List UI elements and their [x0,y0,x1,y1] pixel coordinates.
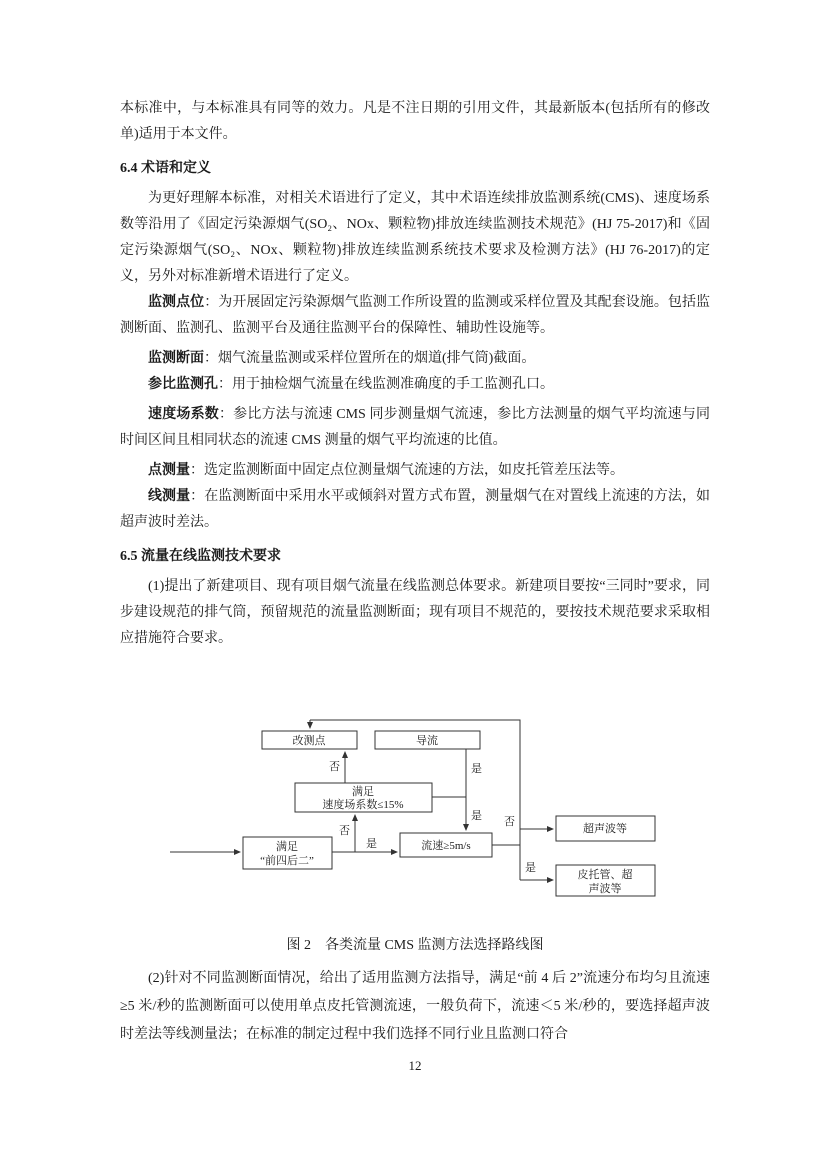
term-text: ：选定监测断面中固定点位测量烟气流速的方法，如皮托管差压法等。 [190,463,624,478]
term-text: ：用于抽检烟气流量在线监测准确度的手工监测孔口。 [218,377,554,392]
term-text: ：参比方法与流速 CMS 同步测量烟气流速，参比方法测量的烟气平均流速与同时间区间且相同状态的流速 CMS 测量的烟气平均流速的比值。 [120,407,710,448]
page-number: 12 [408,1058,422,1073]
label-yes-main: 是 [366,838,377,850]
label-no-to-change-point: 否 [329,761,340,773]
heading-6-4: 6.4 术语和定义 [120,161,211,176]
flowchart-box-pitot-line1: 皮托管、超 [577,869,633,881]
label-yes-diversion: 是 [471,763,482,775]
term-paragraph-point-measurement [120,458,710,484]
flowchart-box-diversion [375,731,480,749]
term-lead: 监测断面 [148,351,204,366]
label-yes-to-pitot: 是 [525,862,536,874]
term-paragraph-reference-port [120,372,710,398]
flowchart-box-front4-line1: 满足 [276,841,298,853]
term-lead: 参比监测孔 [148,377,218,392]
flowchart-box-ultrasonic-label: 超声波等 [583,823,627,835]
flowchart-box-velocity-label: 流速≥5m/s [421,840,471,852]
term-lead: 速度场系数 [148,407,219,422]
intro-paragraph: 本标准中，与本标准具有同等的效力。凡是不注日期的引用文件，其最新版本(包括所有的修改单)适用于本文件。 [120,101,710,142]
requirements-paragraph-1: (1)提出了新建项目、现有项目烟气流量在线监测总体要求。新建项目要按“三同时”要求，同步建设规范的排气筒，预留规范的流量监测断面；现有项目不规范的，要按技术规范要求采取相应措施符合要求。 [120,579,710,646]
flowchart [170,712,700,907]
term-paragraph-monitoring-section [120,346,710,372]
figure-caption: 图 2 各类流量 CMS 监测方法选择路线图 [286,938,544,953]
flowchart-box-change-point [262,731,357,749]
flowchart-box-ultrasonic [556,816,655,841]
heading-6-5: 6.5 流量在线监测技术要求 [120,549,281,564]
flowchart-box-vfc-line2: 速度场系数≤15% [322,799,404,811]
flowchart-box-front4-line2: “前四后二” [260,855,314,867]
flowchart-box-pitot [556,865,655,896]
term-text: ：烟气流量监测或采样位置所在的烟道(排气筒)截面。 [204,351,536,366]
label-no-to-ultrasonic: 否 [504,816,515,828]
flowchart-box-velocity-field-coefficient [295,783,432,812]
term-lead: 线测量 [148,489,191,504]
flowchart-box-velocity [400,833,492,857]
term-paragraph-velocity-field-coefficient [120,402,710,454]
flowchart-box-change-point-label: 改测点 [292,735,326,747]
flowchart-box-vfc-line1: 满足 [352,786,374,798]
label-no-to-vfc: 否 [339,825,350,837]
term-paragraph-monitoring-site [120,290,710,342]
label-yes-to-velocity: 是 [471,810,482,822]
terms-intro-paragraph: 为更好理解本标准，对相关术语进行了定义，其中术语连续排放监测系统(CMS)、速度场系数等沿用了《固定污染源烟气(SO₂、NOx、颗粒物)排放连续监测技术规范》(HJ 75-2017)和《固定污染源烟气(SO₂、NOx、颗粒物)排放连续监测系统技术要求及检测方法》(HJ 76-2017)的定义，另外对标准新增术语进行了定义。 [120,191,710,284]
requirements-paragraph-2: (2)针对不同监测断面情况，给出了适用监测方法指导，满足“前 4 后 2”流速分布均匀且流速≥5 米/秒的监测断面可以使用单点皮托管测流速，一般负荷下，流速＜5 米/秒的，要选择超声波时差法等线测量法；在标准的制定过程中我们选择不同行业且监测口符合 [120,971,710,1042]
term-lead: 点测量 [148,463,190,478]
term-paragraph-line-measurement [120,484,710,536]
flowchart-box-pitot-line2: 声波等 [588,883,622,895]
term-lead: 监测点位 [148,295,205,310]
term-text: ：为开展固定污染源烟气监测工作所设置的监测或采样位置及其配套设施。包括监测断面、监测孔、监测平台及通往监测平台的保障性、辅助性设施等。 [120,295,711,336]
figure-flowchart [170,712,700,907]
flowchart-box-diversion-label: 导流 [416,735,438,747]
flowchart-box-front4-back2 [243,837,332,869]
term-text: ：在监测断面中采用水平或倾斜对置方式布置，测量烟气在对置线上流速的方法，如超声波时差法。 [120,489,711,530]
page-content [120,0,710,1079]
